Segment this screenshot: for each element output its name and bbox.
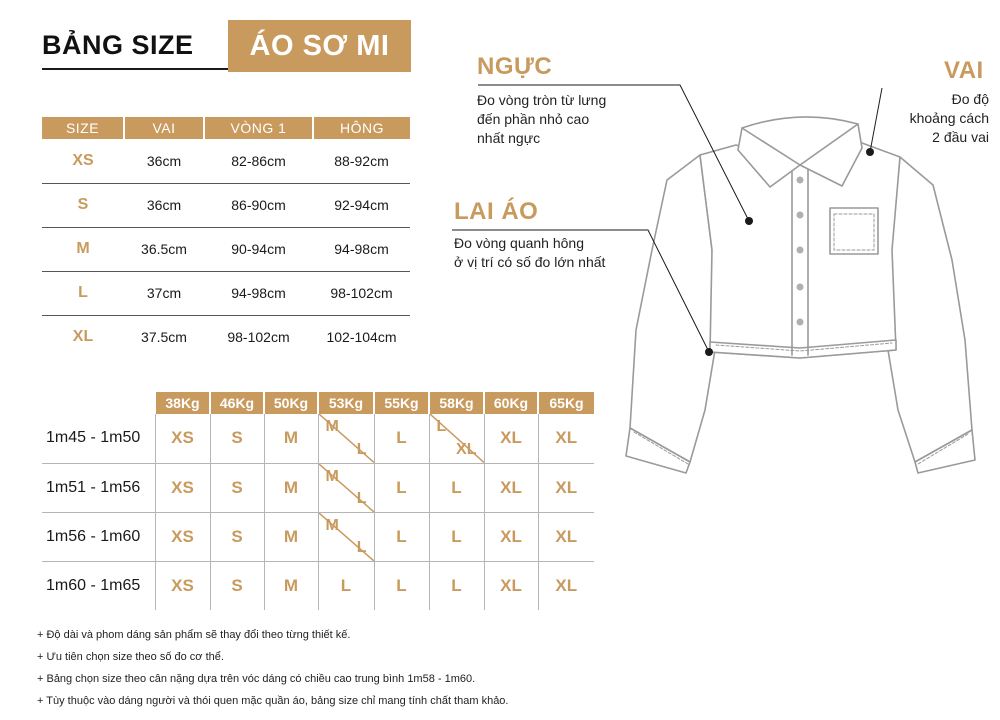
hong-cell: 88-92cm [313, 139, 410, 183]
vai-cell: 36cm [124, 139, 204, 183]
left-sleeve [630, 155, 715, 462]
weight-header: 46Kg [210, 392, 264, 414]
header-size: SIZE [42, 117, 124, 139]
size-cell: XL [538, 512, 594, 561]
size-cell: S [210, 561, 264, 610]
hong-cell: 94-98cm [313, 227, 410, 271]
hong-cell: 102-104cm [326, 329, 397, 346]
size-cell: XL [72, 328, 94, 346]
shirt-pocket [830, 208, 878, 254]
vai-desc: Đo độ khoảng cách 2 đầu vai [909, 91, 989, 145]
vai-leader-line [870, 88, 882, 152]
vai-point [866, 148, 874, 156]
size-cell: XL [538, 414, 594, 463]
size-option-a: M [325, 418, 339, 435]
size-cell: L [42, 271, 124, 315]
size-cell: XL [538, 463, 594, 512]
weight-header: 58Kg [429, 392, 484, 414]
vong1-cell: 82-86cm [204, 139, 313, 183]
size-cell: L [374, 561, 429, 610]
header-hong: HÔNG [313, 117, 410, 139]
size-cell: XS [155, 561, 210, 610]
height-range-cell: 1m51 - 1m56 [42, 463, 155, 512]
size-cell: S [210, 414, 264, 463]
hong-cell: 92-94cm [313, 183, 410, 227]
weight-header: 38Kg [155, 392, 210, 414]
vong1-cell: 98-102cm [227, 329, 290, 346]
size-option-a: L [436, 418, 447, 435]
height-range-cell: 1m56 - 1m60 [42, 512, 155, 561]
size-option-b: L [356, 489, 367, 507]
weight-header: 53Kg [318, 392, 374, 414]
size-cell: M [264, 414, 318, 463]
title-highlight-box: ÁO SƠ MI [228, 20, 411, 72]
size-cell: L [429, 463, 484, 512]
size-option-b: L [356, 538, 367, 556]
size-cell: S [210, 512, 264, 561]
note-item: + Độ dài và phom dáng sản phẩm sẽ thay đổi theo từng thiết kế. [37, 629, 351, 641]
size-cell: L [429, 512, 484, 561]
lai-ao-point [705, 348, 713, 356]
lai-ao-title: LAI ÁO [454, 198, 539, 225]
vong1-cell: 86-90cm [204, 183, 313, 227]
right-sleeve [888, 157, 972, 462]
vong1-cell: 94-98cm [204, 271, 313, 315]
header-vong1: VÒNG 1 [204, 117, 313, 139]
vai-cell: 37.5cm [141, 329, 187, 346]
size-cell: L [374, 463, 429, 512]
weight-header: 55Kg [374, 392, 429, 414]
size-option-b: XL [456, 440, 477, 458]
hong-cell: 98-102cm [313, 271, 410, 315]
size-cell: S [210, 463, 264, 512]
size-cell: M [264, 463, 318, 512]
size-cell: M [264, 512, 318, 561]
size-cell: XS [155, 512, 210, 561]
note-item: + Bảng chọn size theo cân nặng dựa trên vóc dáng có chiều cao trung bình 1m58 - 1m60. [37, 673, 476, 685]
size-cell: XL [484, 512, 538, 561]
size-option-b: L [356, 440, 367, 458]
height-range-cell: 1m45 - 1m50 [42, 414, 155, 463]
size-cell: XL [484, 414, 538, 463]
size-cell: XL [484, 561, 538, 610]
lai-ao-desc: Đo vòng quanh hông ở vị trí có số đo lớn nhất [454, 235, 606, 270]
weight-header: 50Kg [264, 392, 318, 414]
size-cell: L [318, 561, 374, 610]
size-cell: XS [155, 414, 210, 463]
weight-header: 65Kg [538, 392, 594, 414]
weight-header: 60Kg [484, 392, 538, 414]
shirt-collar-band [742, 117, 858, 128]
size-cell: L [374, 414, 429, 463]
vai-title: VAI [944, 57, 984, 84]
height-range-cell: 1m60 - 1m65 [42, 561, 155, 610]
size-cell: XL [484, 463, 538, 512]
size-cell: M [264, 561, 318, 610]
nguc-point [745, 217, 753, 225]
size-cell: XS [155, 463, 210, 512]
size-option-a: M [325, 516, 339, 534]
note-item: + Tùy thuộc vào dáng người và thói quen mặc quần áo, bảng size chỉ mang tính chất tham khảo. [37, 695, 509, 707]
size-cell: L [374, 512, 429, 561]
vai-cell: 36.5cm [124, 227, 204, 271]
size-cell: XS [42, 139, 124, 183]
vai-cell: 37cm [124, 271, 204, 315]
size-cell: M [42, 227, 124, 271]
size-cell: XL [555, 575, 578, 595]
vong1-cell: 90-94cm [204, 227, 313, 271]
size-option-a: M [325, 467, 339, 485]
nguc-desc: Đo vòng tròn từ lưng đến phần nhỏ cao nhất ngực [477, 92, 607, 146]
header-vai: VAI [124, 117, 204, 139]
title-left: BẢNG SIZE [42, 30, 194, 60]
nguc-title: NGỰC [477, 53, 553, 80]
size-cell: L [429, 561, 484, 610]
vai-cell: 36cm [124, 183, 204, 227]
size-cell: S [42, 183, 124, 227]
note-item: + Ưu tiên chọn size theo số đo cơ thể. [37, 651, 224, 663]
